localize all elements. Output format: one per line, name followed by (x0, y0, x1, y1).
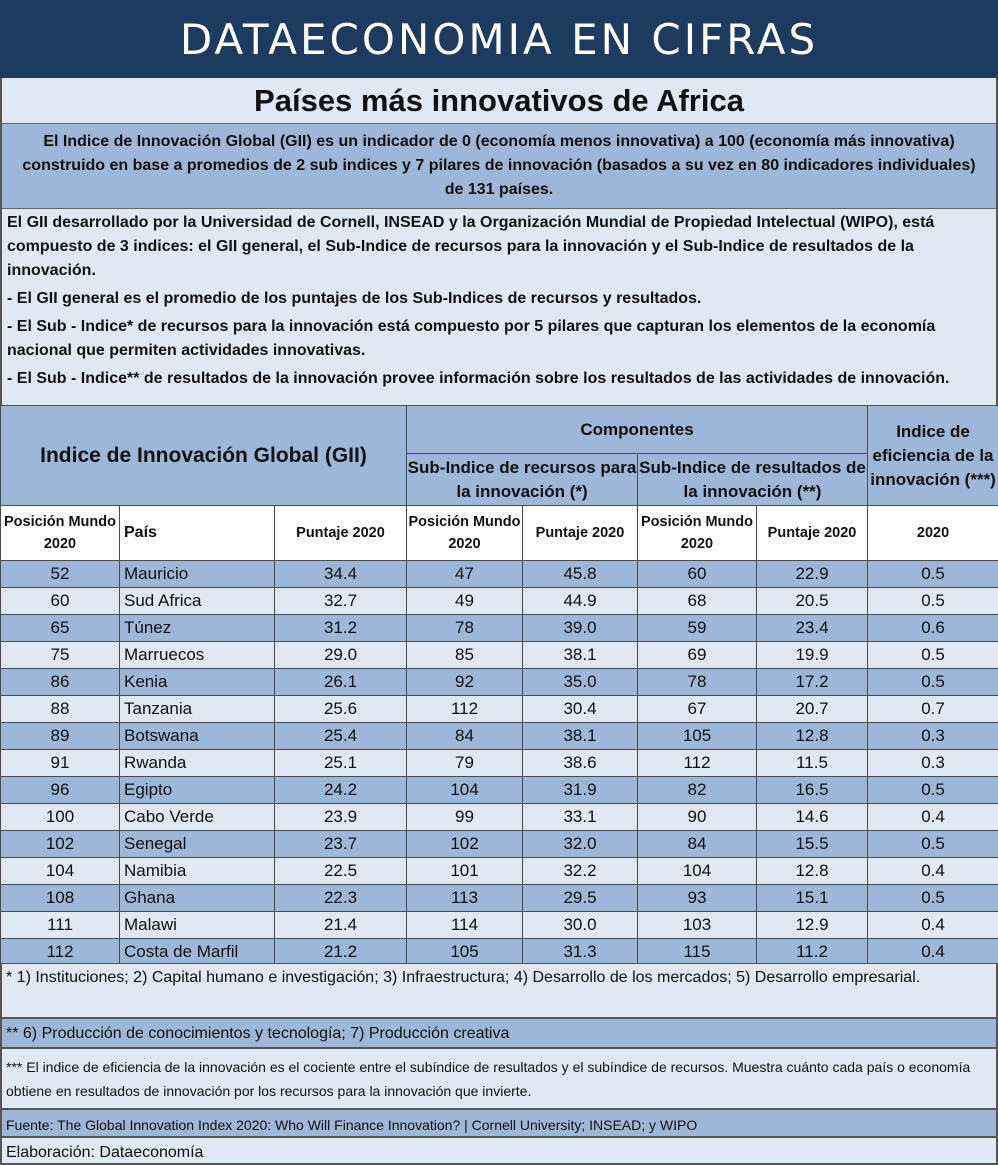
cell-resources-position: 49 (407, 588, 523, 615)
table-row (1, 939, 998, 966)
col-results-score: Puntaje 2020 (757, 506, 868, 561)
cell-position: 112 (1, 939, 120, 966)
cell-resources-position: 114 (407, 912, 523, 939)
cell-position: 86 (1, 669, 120, 696)
cell-position: 108 (1, 885, 120, 912)
cell-efficiency: 0.5 (868, 561, 998, 588)
cell-results-score: 11.2 (757, 939, 868, 966)
cell-score: 29.0 (275, 642, 407, 669)
col-country: País (120, 506, 275, 561)
cell-results-position: 69 (638, 642, 757, 669)
cell-resources-score: 32.2 (523, 858, 638, 885)
gii-header: Indice de Innovación Global (GII) (1, 406, 407, 506)
footnote-results-pillars: ** 6) Producción de conocimientos y tecnología; 7) Producción creativa (0, 1018, 998, 1048)
cell-position: 91 (1, 750, 120, 777)
description-bullet: - El Sub - Indice* de recursos para la innovación está compuesto por 5 pilares que capturan los elementos de la economía nacional que permiten actividades innovativas. (7, 318, 936, 359)
cell-country: Rwanda (120, 750, 275, 777)
description-paragraph: El GII desarrollado por la Universidad de Cornell, INSEAD y la Organización Mundial de Propiedad Intelectual (WIPO), está compuesto de 3 indices: el GII general, el Sub-Indice de recursos para la innovación y el Sub-Indice de resultados de la innovación. (7, 214, 935, 279)
cell-position: 96 (1, 777, 120, 804)
cell-position: 100 (1, 804, 120, 831)
cell-score: 32.7 (275, 588, 407, 615)
efficiency-header: Indice de eficiencia de la innovación (***) (868, 406, 998, 506)
table-row (1, 858, 998, 885)
table-row (1, 777, 998, 804)
cell-results-position: 112 (638, 750, 757, 777)
cell-efficiency: 0.3 (868, 750, 998, 777)
cell-country: Tanzania (120, 696, 275, 723)
cell-score: 26.1 (275, 669, 407, 696)
cell-results-position: 90 (638, 804, 757, 831)
cell-results-position: 84 (638, 831, 757, 858)
cell-results-position: 68 (638, 588, 757, 615)
cell-efficiency: 0.5 (868, 777, 998, 804)
credit-note: Elaboración: Dataeconomía (0, 1137, 998, 1165)
cell-efficiency: 0.5 (868, 588, 998, 615)
page-title: Países más innovativos de Africa (0, 78, 998, 124)
table-row (1, 831, 998, 858)
cell-score: 24.2 (275, 777, 407, 804)
footnote-efficiency: *** El indice de eficiencia de la innovación es el cociente entre el subíndice de resultados y el subíndice de recursos. Muestra cuánto cada país o economía obtiene en resultados de innovación por los recursos para la innovación que invierte. (0, 1048, 998, 1109)
components-header: Componentes (407, 406, 868, 454)
cell-resources-score: 45.8 (523, 561, 638, 588)
cell-results-score: 19.9 (757, 642, 868, 669)
cell-efficiency: 0.5 (868, 669, 998, 696)
cell-results-score: 14.6 (757, 804, 868, 831)
gii-table (0, 405, 998, 966)
description-bullet: - El Sub - Indice** de resultados de la innovación provee información sobre los resultados de las actividades de innovación. (7, 370, 950, 387)
cell-efficiency: 0.4 (868, 858, 998, 885)
cell-results-score: 20.5 (757, 588, 868, 615)
cell-efficiency: 0.4 (868, 804, 998, 831)
cell-position: 111 (1, 912, 120, 939)
cell-position: 60 (1, 588, 120, 615)
cell-results-position: 82 (638, 777, 757, 804)
results-subindex-header: Sub-Indice de resultados de la innovación (**) (638, 454, 868, 506)
cell-efficiency: 0.5 (868, 885, 998, 912)
intro-paragraph: El Indice de Innovación Global (GII) es un indicador de 0 (economía menos innovativa) a 100 (economía más innovativa) construido en base a promedios de 2 sub indices y 7 pilares de innovación (basados a su vez en 80 indicadores individuales) de 131 países. (0, 124, 998, 209)
cell-resources-position: 113 (407, 885, 523, 912)
cell-efficiency: 0.3 (868, 723, 998, 750)
cell-resources-score: 32.0 (523, 831, 638, 858)
footnote-resources-pillars: * 1) Instituciones; 2) Capital humano e investigación; 3) Infraestructura; 4) Desarrollo de los mercados; 5) Desarrollo empresarial. (0, 963, 998, 1018)
cell-resources-position: 105 (407, 939, 523, 966)
cell-resources-score: 38.1 (523, 723, 638, 750)
table-row (1, 804, 998, 831)
cell-score: 34.4 (275, 561, 407, 588)
cell-resources-score: 38.6 (523, 750, 638, 777)
cell-resources-position: 84 (407, 723, 523, 750)
cell-results-score: 11.5 (757, 750, 868, 777)
cell-position: 89 (1, 723, 120, 750)
description-block (0, 209, 998, 405)
cell-country: Costa de Marfil (120, 939, 275, 966)
cell-results-position: 105 (638, 723, 757, 750)
cell-resources-position: 47 (407, 561, 523, 588)
cell-resources-position: 92 (407, 669, 523, 696)
cell-score: 31.2 (275, 615, 407, 642)
cell-results-position: 60 (638, 561, 757, 588)
cell-score: 23.9 (275, 804, 407, 831)
cell-results-score: 23.4 (757, 615, 868, 642)
table-row (1, 750, 998, 777)
cell-resources-position: 112 (407, 696, 523, 723)
cell-results-position: 78 (638, 669, 757, 696)
cell-results-score: 12.8 (757, 858, 868, 885)
table-row (1, 696, 998, 723)
cell-position: 88 (1, 696, 120, 723)
table-row (1, 561, 998, 588)
cell-results-position: 104 (638, 858, 757, 885)
cell-position: 65 (1, 615, 120, 642)
cell-position: 104 (1, 858, 120, 885)
cell-resources-score: 29.5 (523, 885, 638, 912)
cell-country: Botswana (120, 723, 275, 750)
col-score: Puntaje 2020 (275, 506, 407, 561)
cell-resources-position: 99 (407, 804, 523, 831)
cell-resources-score: 30.0 (523, 912, 638, 939)
cell-resources-score: 31.9 (523, 777, 638, 804)
cell-position: 102 (1, 831, 120, 858)
cell-results-score: 15.1 (757, 885, 868, 912)
col-results-position: Posición Mundo 2020 (638, 506, 757, 561)
cell-results-position: 93 (638, 885, 757, 912)
cell-country: Ghana (120, 885, 275, 912)
cell-resources-position: 78 (407, 615, 523, 642)
cell-country: Egipto (120, 777, 275, 804)
table-row (1, 588, 998, 615)
table-row (1, 642, 998, 669)
cell-score: 25.1 (275, 750, 407, 777)
cell-results-score: 12.9 (757, 912, 868, 939)
cell-efficiency: 0.7 (868, 696, 998, 723)
cell-results-position: 59 (638, 615, 757, 642)
cell-resources-position: 102 (407, 831, 523, 858)
cell-results-score: 17.2 (757, 669, 868, 696)
cell-country: Senegal (120, 831, 275, 858)
cell-resources-position: 85 (407, 642, 523, 669)
cell-efficiency: 0.5 (868, 831, 998, 858)
cell-country: Sud Africa (120, 588, 275, 615)
cell-results-score: 20.7 (757, 696, 868, 723)
cell-resources-score: 30.4 (523, 696, 638, 723)
table-row (1, 912, 998, 939)
cell-country: Mauricio (120, 561, 275, 588)
cell-efficiency: 0.6 (868, 615, 998, 642)
table-row (1, 669, 998, 696)
cell-results-score: 12.8 (757, 723, 868, 750)
cell-efficiency: 0.4 (868, 939, 998, 966)
resources-subindex-header: Sub-Indice de recursos para la innovación (*) (407, 454, 638, 506)
cell-country: Cabo Verde (120, 804, 275, 831)
cell-resources-score: 33.1 (523, 804, 638, 831)
cell-resources-score: 39.0 (523, 615, 638, 642)
cell-score: 22.5 (275, 858, 407, 885)
cell-country: Kenia (120, 669, 275, 696)
table-row (1, 723, 998, 750)
table-row (1, 885, 998, 912)
cell-country: Malawi (120, 912, 275, 939)
cell-position: 52 (1, 561, 120, 588)
col-efficiency-year: 2020 (868, 506, 998, 561)
cell-country: Túnez (120, 615, 275, 642)
cell-score: 22.3 (275, 885, 407, 912)
cell-results-score: 22.9 (757, 561, 868, 588)
banner-title: DATAECONOMIA EN CIFRAS (0, 0, 998, 78)
cell-score: 21.4 (275, 912, 407, 939)
cell-results-position: 103 (638, 912, 757, 939)
col-position: Posición Mundo 2020 (1, 506, 120, 561)
cell-resources-position: 104 (407, 777, 523, 804)
cell-results-position: 115 (638, 939, 757, 966)
cell-country: Marruecos (120, 642, 275, 669)
col-resources-score: Puntaje 2020 (523, 506, 638, 561)
cell-score: 23.7 (275, 831, 407, 858)
cell-country: Namibia (120, 858, 275, 885)
cell-efficiency: 0.5 (868, 642, 998, 669)
description-bullet: - El GII general es el promedio de los puntajes de los Sub-Indices de recursos y resultados. (7, 290, 702, 307)
cell-resources-score: 31.3 (523, 939, 638, 966)
source-note: Fuente: The Global Innovation Index 2020: Who Will Finance Innovation? | Cornell University; INSEAD; y WIPO (0, 1109, 998, 1137)
cell-resources-position: 79 (407, 750, 523, 777)
cell-score: 21.2 (275, 939, 407, 966)
table-row (1, 615, 998, 642)
cell-resources-score: 44.9 (523, 588, 638, 615)
cell-results-score: 15.5 (757, 831, 868, 858)
cell-resources-score: 38.1 (523, 642, 638, 669)
cell-results-position: 67 (638, 696, 757, 723)
cell-score: 25.4 (275, 723, 407, 750)
cell-efficiency: 0.4 (868, 912, 998, 939)
cell-position: 75 (1, 642, 120, 669)
col-resources-position: Posición Mundo 2020 (407, 506, 523, 561)
cell-results-score: 16.5 (757, 777, 868, 804)
cell-score: 25.6 (275, 696, 407, 723)
cell-resources-score: 35.0 (523, 669, 638, 696)
cell-resources-position: 101 (407, 858, 523, 885)
